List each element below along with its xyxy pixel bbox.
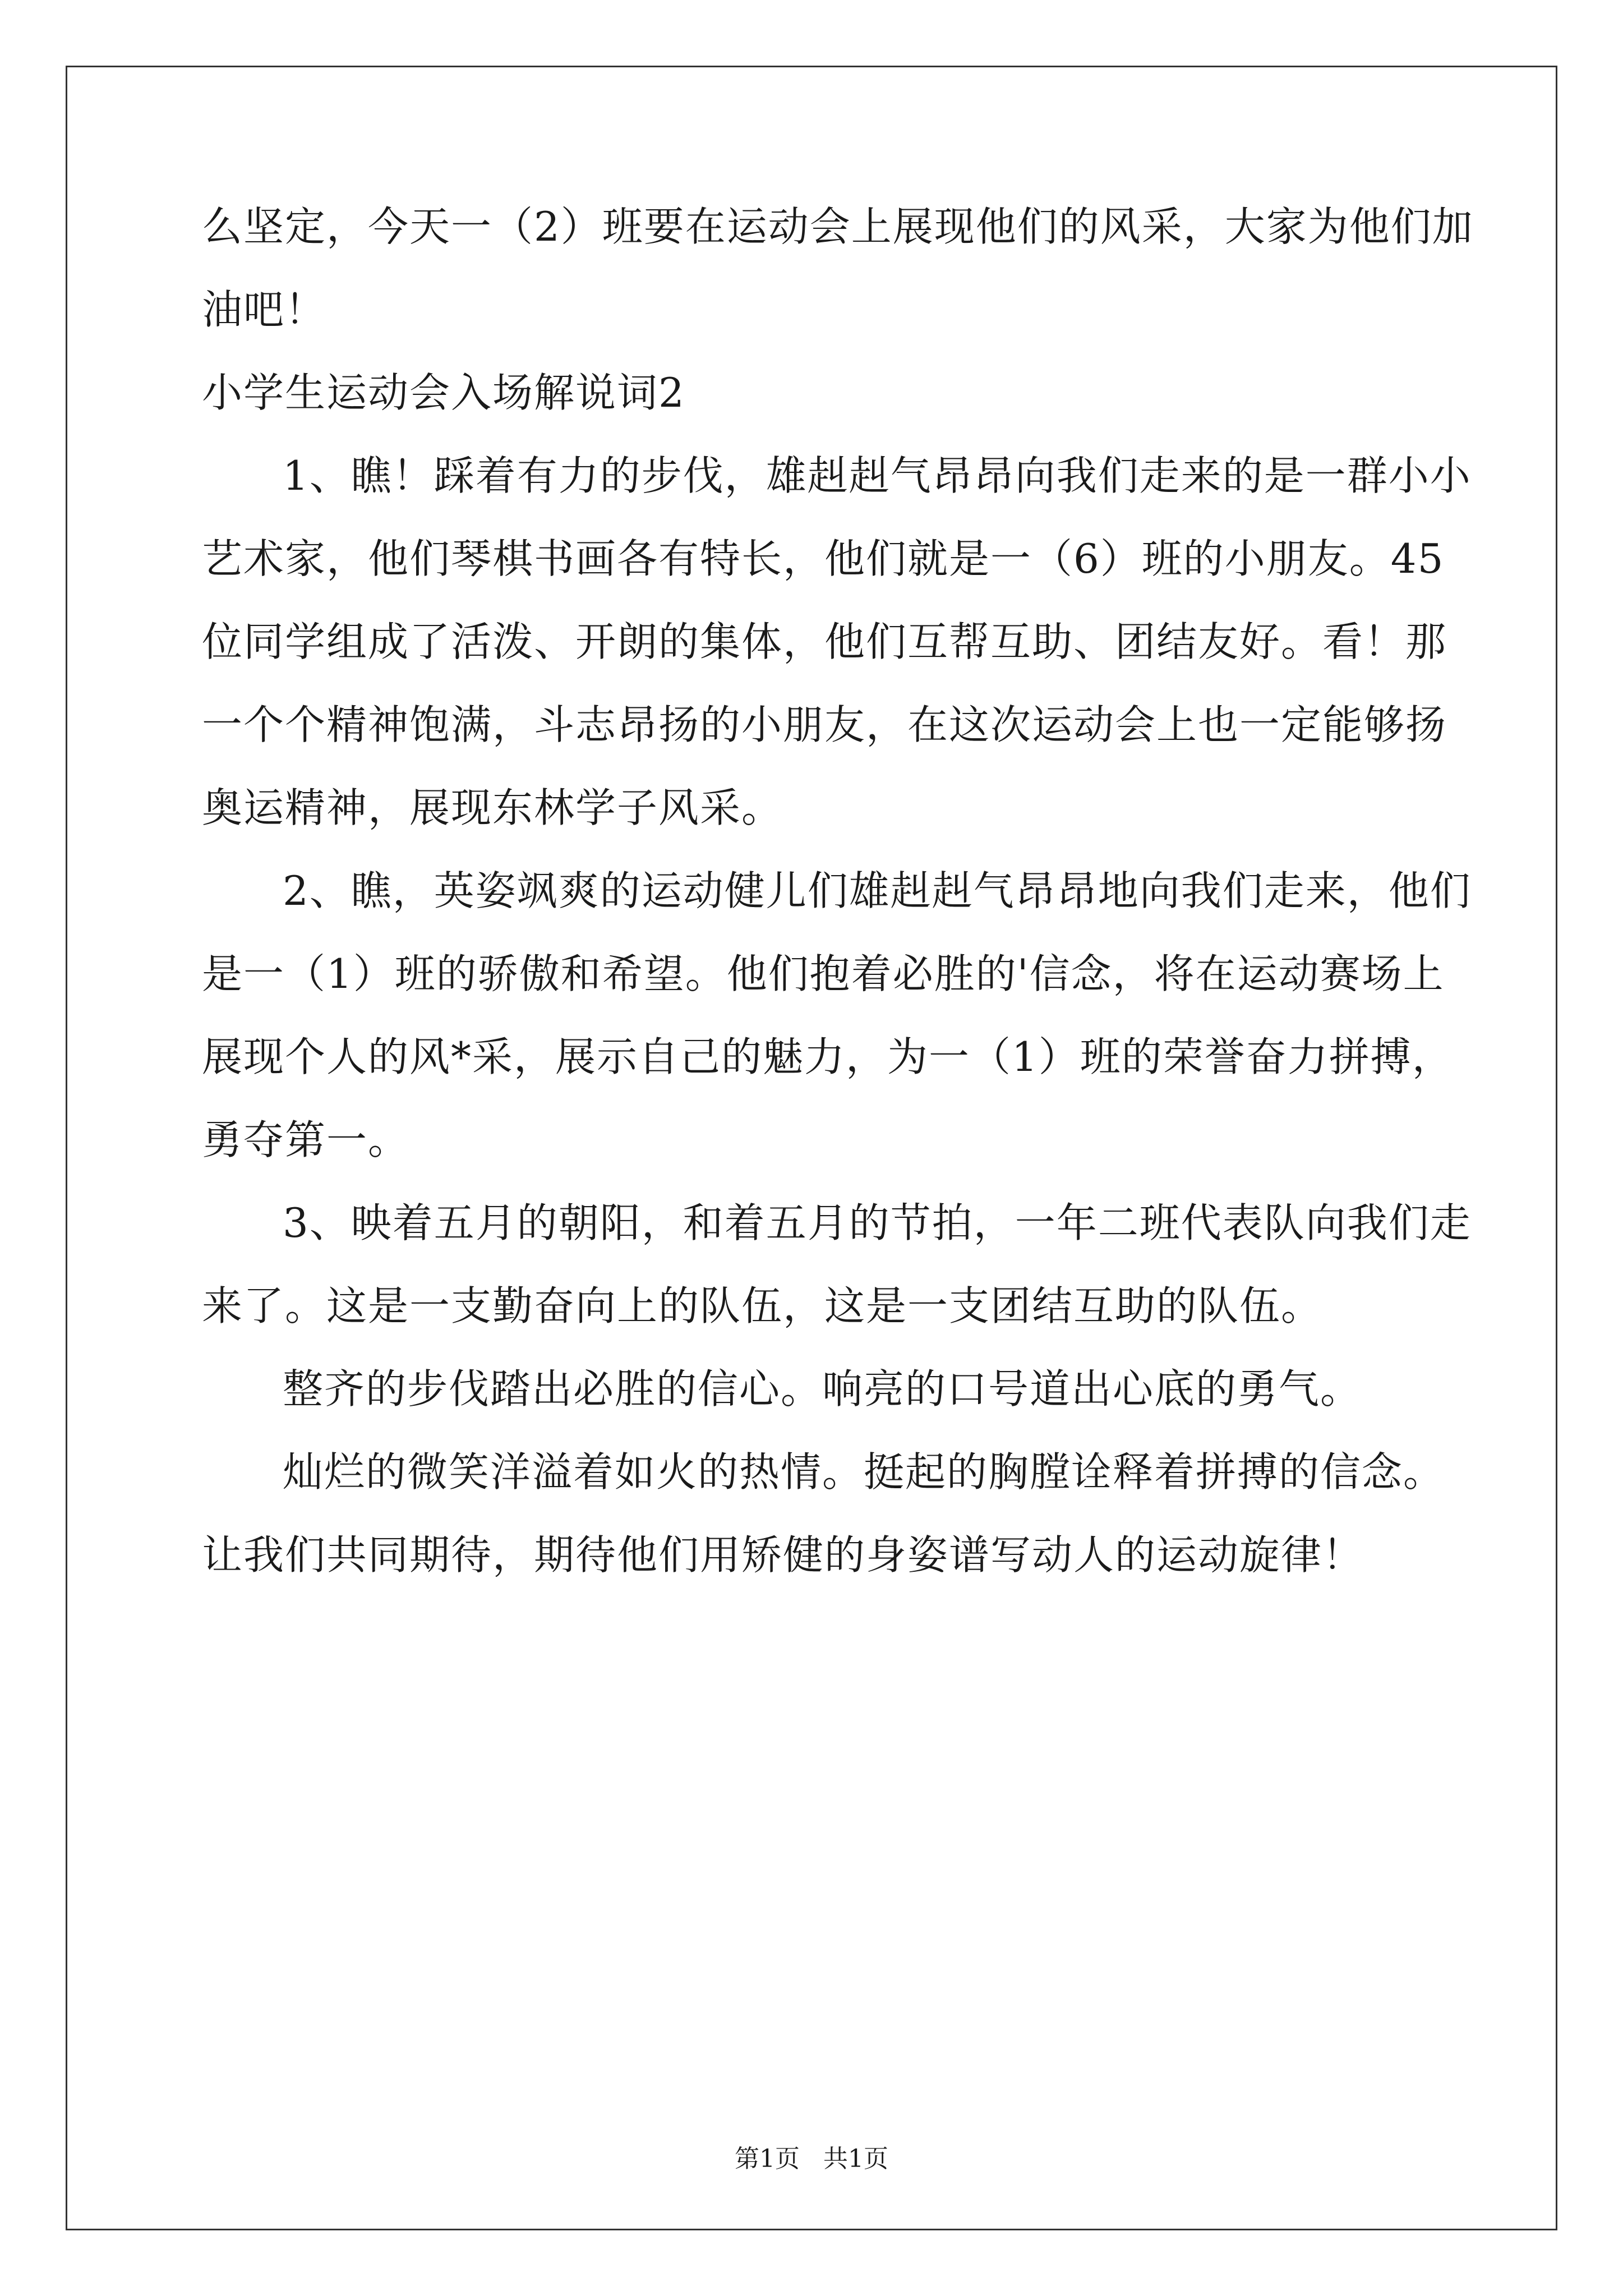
text-line: 么坚定，今天一（2）班要在运动会上展现他们的风采，大家为他们加 <box>202 203 1474 250</box>
text-line: 展现个人的风*采，展示自己的魅力，为一（1）班的荣誉奋力拼搏， <box>202 1033 1454 1080</box>
text-line: 2、瞧，英姿飒爽的运动健儿们雄赳赳气昂昂地向我们走来，他们 <box>283 867 1472 914</box>
text-line: 让我们共同期待，期待他们用矫健的身姿谱写动人的运动旋律！ <box>202 1531 1364 1579</box>
text-line: 艺术家，他们琴棋书画各有特长，他们就是一（6）班的小朋友。45 <box>202 535 1445 582</box>
text-line: 一个个精神饱满，斗志昂扬的小朋友，在这次运动会上也一定能够扬 <box>202 701 1447 748</box>
text-line: 勇夺第一。 <box>202 1116 410 1163</box>
page-footer: 第1页 共1页 <box>735 2145 888 2173</box>
text-line: 是一（1）班的骄傲和希望。他们抱着必胜的'信念，将在运动赛场上 <box>202 950 1445 997</box>
text-line: 灿烂的微笑洋溢着如火的热情。挺起的胸膛诠释着拼搏的信念。 <box>283 1448 1445 1496</box>
text-line: 油吧！ <box>202 286 327 333</box>
section-heading: 小学生运动会入场解说词2 <box>202 369 685 416</box>
text-line: 1、瞧！踩着有力的步伐，雄赳赳气昂昂向我们走来的是一群小小 <box>283 452 1472 499</box>
text-line: 整齐的步伐踏出必胜的信心。响亮的口号道出心底的勇气。 <box>283 1365 1362 1412</box>
text-line: 位同学组成了活泼、开朗的集体，他们互帮互助、团结友好。看！那 <box>202 618 1447 665</box>
text-line: 来了。这是一支勤奋向上的队伍，这是一支团结互助的队伍。 <box>202 1282 1323 1329</box>
text-line: 3、映着五月的朝阳，和着五月的节拍，一年二班代表队向我们走 <box>283 1199 1472 1246</box>
text-line: 奥运精神，展现东林学子风采。 <box>202 784 783 831</box>
